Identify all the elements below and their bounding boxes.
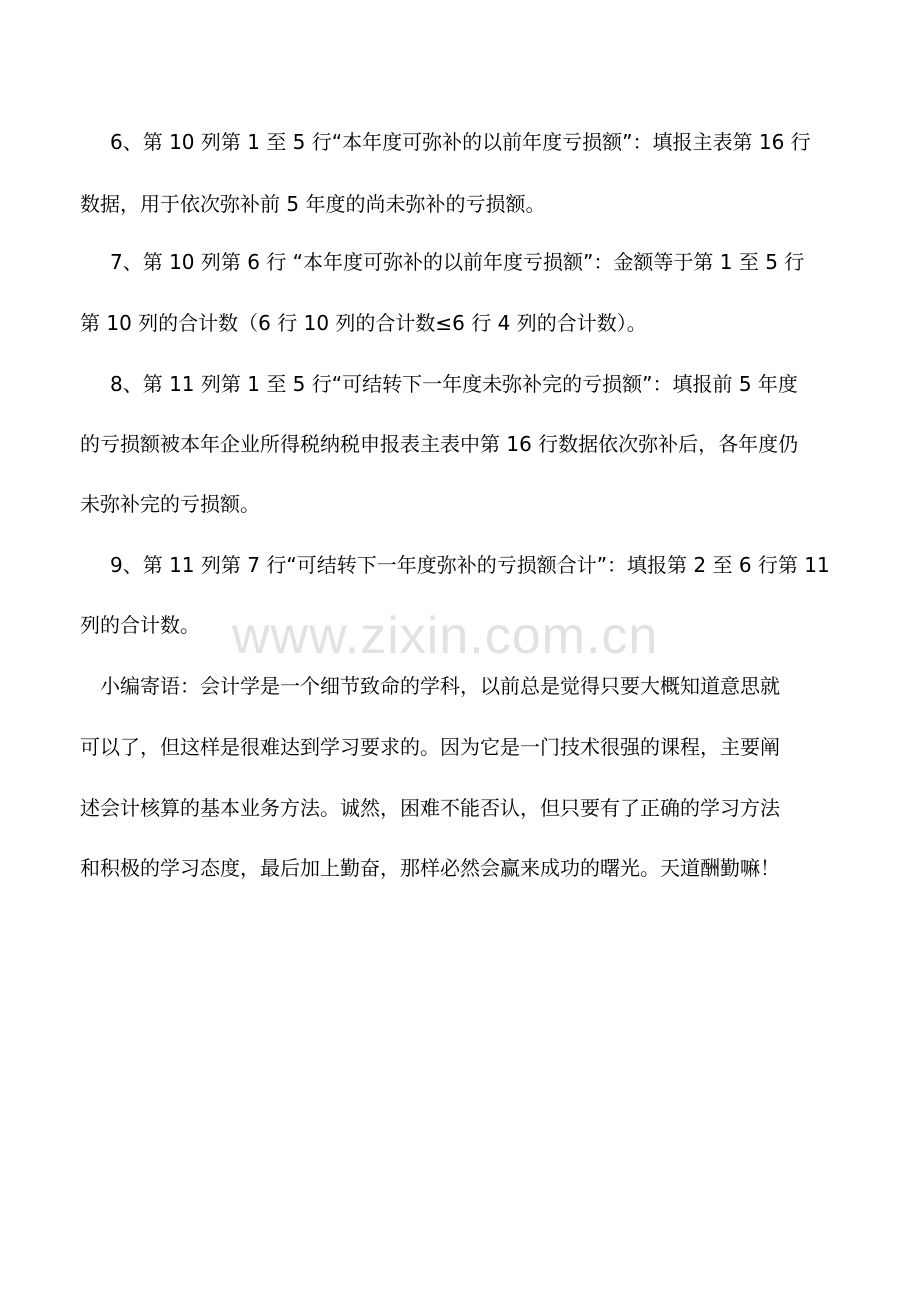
paragraph-8-line-1: 8、第 11 列第 1 至 5 行“可结转下一年度未弥补完的亏损额”：填报前 5 年度: [110, 372, 798, 396]
paragraph-9-line-2: 列的合计数。: [80, 613, 200, 637]
paragraph-8-line-2: 的亏损额被本年企业所得税纳税申报表主表中第 16 行数据依次弥补后，各年度仍: [80, 432, 799, 456]
editor-note-line-3: 述会计核算的基本业务方法。诚然，困难不能否认，但只要有了正确的学习方法: [80, 796, 780, 820]
paragraph-7-line-1: 7、第 10 列第 6 行 “本年度可弥补的以前年度亏损额”：金额等于第 1 至 5 行: [110, 250, 805, 274]
editor-note-line-1: 小编寄语：会计学是一个细节致命的学科，以前总是觉得只要大概知道意思就: [100, 674, 780, 698]
paragraph-7-line-2: 第 10 列的合计数（6 行 10 列的合计数≤6 行 4 列的合计数）。: [80, 311, 647, 335]
paragraph-9-line-1: 9、第 11 列第 7 行“可结转下一年度弥补的亏损额合计”：填报第 2 至 6 行第 11: [110, 553, 830, 577]
watermark: www.zixin.com.cn: [232, 607, 659, 665]
paragraph-6-line-2: 数据，用于依次弥补前 5 年度的尚未弥补的亏损额。: [80, 192, 546, 216]
editor-note-line-2: 可以了，但这样是很难达到学习要求的。因为它是一门技术很强的课程，主要阐: [80, 735, 780, 759]
editor-note-line-4: 和积极的学习态度，最后加上勤奋，那样必然会赢来成功的曙光。天道酬勤嘛！: [80, 856, 780, 880]
paragraph-6-line-1: 6、第 10 列第 1 至 5 行“本年度可弥补的以前年度亏损额”：填报主表第 16 行: [110, 130, 811, 154]
paragraph-8-line-3: 未弥补完的亏损额。: [80, 492, 260, 516]
